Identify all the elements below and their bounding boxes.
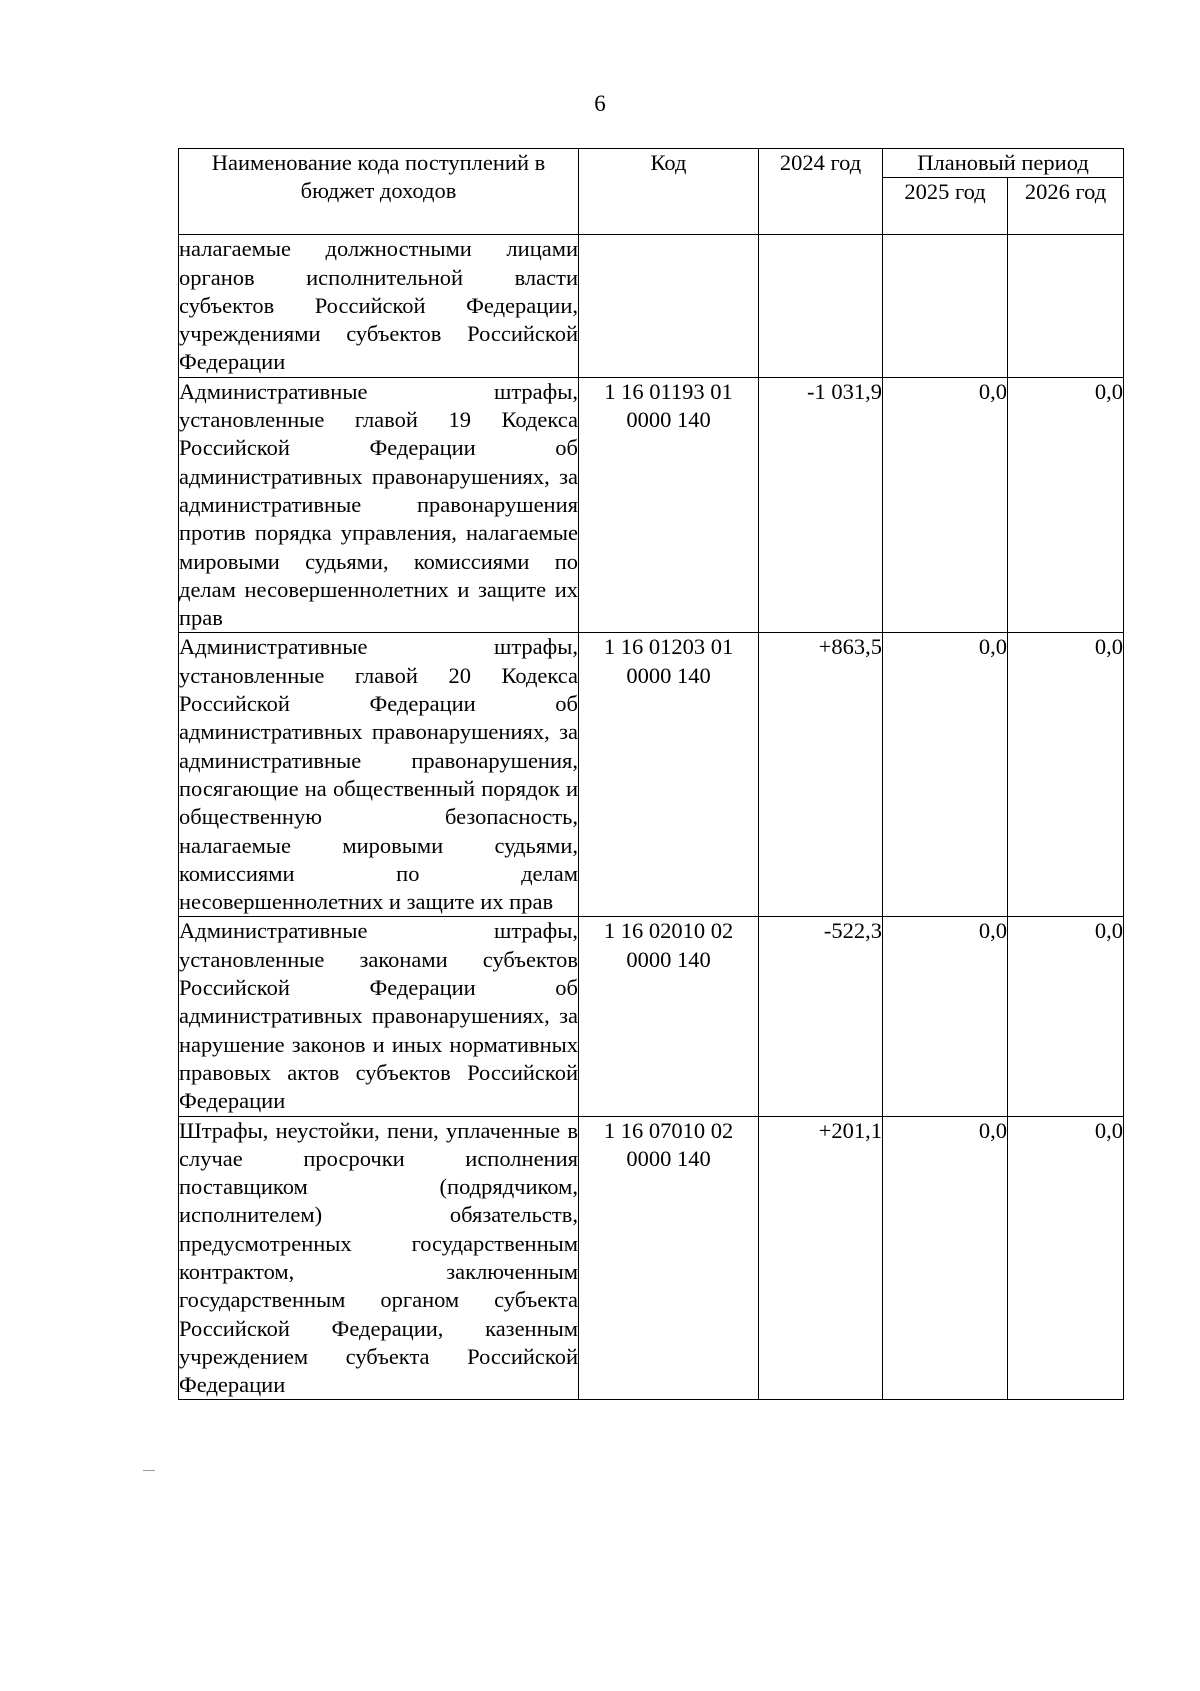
- table-row: [179, 377, 1124, 633]
- row-2025-cell: 0,0: [883, 1116, 1008, 1400]
- row-2024-cell: -1 031,9: [759, 377, 883, 633]
- header-name: Наименование кода поступлений в бюджет доходов: [179, 149, 579, 235]
- row-code-cell: 1 16 01203 01 0000 140: [579, 633, 759, 917]
- header-code: Код: [579, 149, 759, 235]
- row-2024-cell: -522,3: [759, 917, 883, 1116]
- row-2026-cell: [1008, 235, 1124, 377]
- table-row: [179, 633, 1124, 917]
- row-name-cell: Административные штрафы, установленные главой 19 Кодекса Российской Федерации об административных правонарушениях, за административные правонарушения против порядка управления, налагаемые мировыми судьями, комиссиями по делам несовершеннолетних и защите их прав: [179, 377, 579, 633]
- header-year-2024: 2024 год: [759, 149, 883, 235]
- page-number: 6: [594, 91, 606, 116]
- row-code-cell: 1 16 01193 01 0000 140: [579, 377, 759, 633]
- row-2025-cell: 0,0: [883, 633, 1008, 917]
- table-row: [179, 917, 1124, 1116]
- row-2026-cell: 0,0: [1008, 377, 1124, 633]
- revenue-table: [178, 148, 1124, 1400]
- row-code-cell: 1 16 07010 02 0000 140: [579, 1116, 759, 1400]
- row-code-cell: [579, 235, 759, 377]
- row-2025-cell: [883, 235, 1008, 377]
- row-2024-cell: [759, 235, 883, 377]
- row-name-cell: Административные штрафы, установленные законами субъектов Российской Федерации об административных правонарушениях, за нарушение законов и иных нормативных правовых актов субъектов Российской Федерации: [179, 917, 579, 1116]
- table-header: [179, 149, 1124, 235]
- header-year-2026: 2026 год: [1008, 178, 1124, 235]
- row-code-cell: 1 16 02010 02 0000 140: [579, 917, 759, 1116]
- row-2025-cell: 0,0: [883, 377, 1008, 633]
- table-row: [179, 235, 1124, 377]
- row-2026-cell: 0,0: [1008, 1116, 1124, 1400]
- header-year-2025: 2025 год: [883, 178, 1008, 235]
- row-2026-cell: 0,0: [1008, 917, 1124, 1116]
- row-2024-cell: +863,5: [759, 633, 883, 917]
- table-body: [179, 235, 1124, 1400]
- row-2025-cell: 0,0: [883, 917, 1008, 1116]
- row-name-cell: Штрафы, неустойки, пени, уплаченные в случае просрочки исполнения поставщиком (подрядчиком, исполнителем) обязательств, предусмотренных государственным контрактом, заключенным государственным органом субъекта Российской Федерации, казенным учреждением субъекта Российской Федерации: [179, 1116, 579, 1400]
- scan-mark: [143, 1470, 155, 1471]
- header-planned-period: Плановый период: [883, 149, 1124, 178]
- table-row: [179, 1116, 1124, 1400]
- row-2024-cell: +201,1: [759, 1116, 883, 1400]
- row-name-cell: Административные штрафы, установленные главой 20 Кодекса Российской Федерации об административных правонарушениях, за административные правонарушения, посягающие на общественный порядок и общественную безопасность, налагаемые мировыми судьями, комиссиями по делам несовершеннолетних и защите их прав: [179, 633, 579, 917]
- row-name-cell: налагаемые должностными лицами органов исполнительной власти субъектов Российской Федерации, учреждениями субъектов Российской Федерации: [179, 235, 579, 377]
- row-2026-cell: 0,0: [1008, 633, 1124, 917]
